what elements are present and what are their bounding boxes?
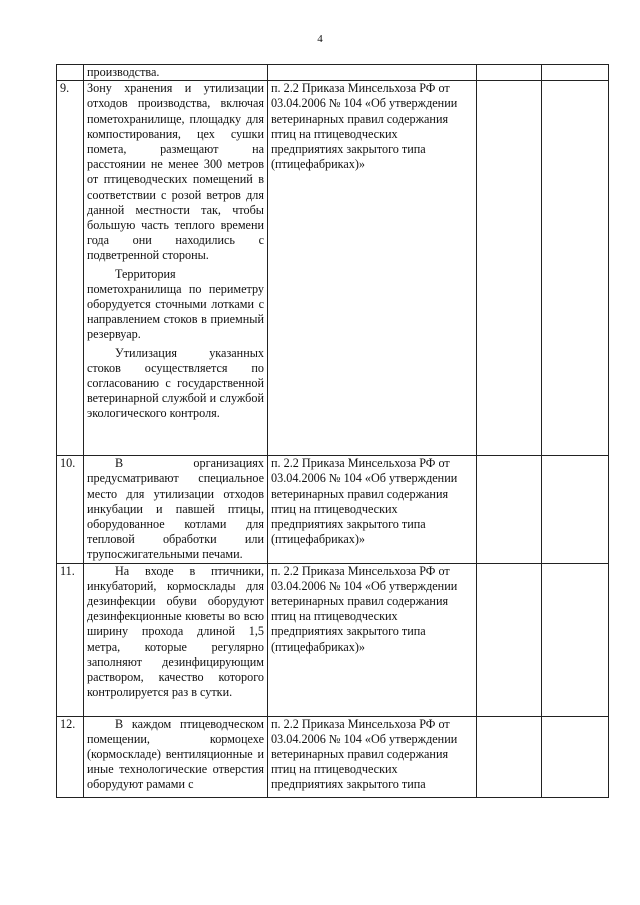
- reference-cell: п. 2.2 Приказа Минсельхоза РФ от 03.04.2006 № 104 «Об утверждении ветеринарных правил содержания птиц на птицеводческих предприятиях закрытого типа (птицефабриках)»: [268, 456, 477, 563]
- table-row: [57, 456, 609, 563]
- requirements-table: [56, 64, 609, 798]
- row-number: 9.: [57, 81, 84, 456]
- row-number: 11.: [57, 563, 84, 716]
- empty-cell: [477, 456, 542, 563]
- requirement-cell: [84, 81, 268, 456]
- empty-cell: [542, 716, 609, 797]
- empty-cell: [477, 65, 542, 81]
- requirement-cell: [84, 456, 268, 563]
- row-number: 12.: [57, 716, 84, 797]
- empty-cell: [477, 716, 542, 797]
- page-number: 4: [317, 33, 323, 45]
- requirement-text: На входе в птичники, инкубаторий, кормосклады для дезинфекции обуви оборудуют дезинфекционные кюветы во всю ширину прохода длиной 1,5 метра, которые регулярно заполняют дезинфицирующим раствором, качество которого контролируется раз в сутки.: [87, 563, 264, 700]
- requirement-text: Территория пометохранилища по периметру оборудуется сточными лотками с направлением стоков в приемный резервуар.: [87, 266, 264, 342]
- empty-cell: [542, 81, 609, 456]
- row-number: 10.: [57, 456, 84, 563]
- empty-cell: [477, 81, 542, 456]
- table-row: [57, 563, 609, 716]
- row-number: [57, 65, 84, 81]
- requirement-cell: [84, 563, 268, 716]
- table-row: [57, 716, 609, 797]
- reference-cell: [268, 65, 477, 81]
- empty-cell: [542, 563, 609, 716]
- empty-cell: [542, 65, 609, 81]
- requirement-text: Утилизация указанных стоков осуществляется по согласованию с государственной ветеринарной службой и службой экологического контроля.: [87, 345, 264, 421]
- requirement-text: В каждом птицеводческом помещении, кормоцехе (кормоскладе) вентиляционные и иные технологические отверстия оборудуют рамами с: [87, 716, 264, 792]
- requirement-cell: [84, 65, 268, 81]
- requirement-text: производства.: [87, 65, 160, 79]
- table-row: [57, 65, 609, 81]
- reference-cell: п. 2.2 Приказа Минсельхоза РФ от 03.04.2006 № 104 «Об утверждении ветеринарных правил содержания птиц на птицеводческих предприятиях закрытого типа (птицефабриках)»: [268, 81, 477, 456]
- reference-cell: п. 2.2 Приказа Минсельхоза РФ от 03.04.2006 № 104 «Об утверждении ветеринарных правил содержания птиц на птицеводческих предприятиях закрытого типа: [268, 716, 477, 797]
- table-row: [57, 81, 609, 456]
- empty-cell: [477, 563, 542, 716]
- requirement-text: Зону хранения и утилизации отходов производства, включая пометохранилище, площадку для компостирования, цех сушки помета, размещают на расстоянии не менее 300 метров от птицеводческих помещений в соответствии с розой ветров для данной местности так, чтобы большую часть теплого времени года они находились с подветренной стороны.: [87, 81, 264, 263]
- requirement-cell: [84, 716, 268, 797]
- reference-cell: п. 2.2 Приказа Минсельхоза РФ от 03.04.2006 № 104 «Об утверждении ветеринарных правил содержания птиц на птицеводческих предприятиях закрытого типа (птицефабриках)»: [268, 563, 477, 716]
- empty-cell: [542, 456, 609, 563]
- requirement-text: В организациях предусматривают специальное место для утилизации отходов инкубации и павшей птицы, оборудованное котлами для тепловой обработки или трупосжигательными печами.: [87, 456, 264, 562]
